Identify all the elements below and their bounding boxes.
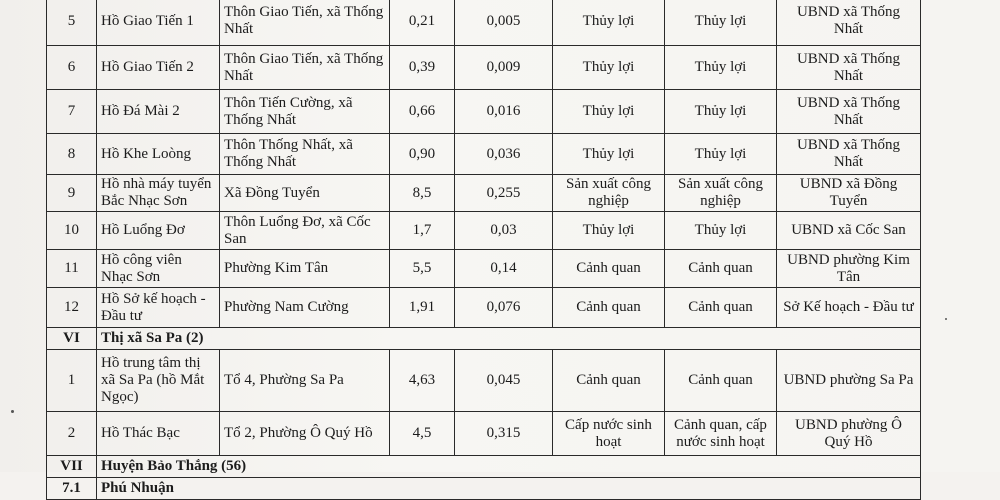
location-cell: Xã Đồng Tuyển [220,175,390,212]
volume-cell: 0,076 [455,288,553,328]
volume-cell: 0,016 [455,90,553,134]
location-cell: Thôn Thống Nhất, xã Thống Nhất [220,134,390,175]
manager-cell: UBND xã Thống Nhất [777,90,921,134]
manager-cell: UBND xã Đồng Tuyển [777,175,921,212]
section-row [47,456,921,478]
section-title: Phú Nhuận [97,478,921,500]
current-use-cell: Thủy lợi [553,212,665,250]
lake-name-cell: Hồ trung tâm thị xã Sa Pa (hồ Mắt Ngọc) [97,350,220,412]
planned-use-cell: Thủy lợi [665,134,777,175]
manager-cell: Sở Kế hoạch - Đầu tư [777,288,921,328]
manager-cell: UBND phường Sa Pa [777,350,921,412]
section-title: Huyện Bảo Thắng (56) [97,456,921,478]
row-number-cell: 7 [47,90,97,134]
location-cell: Thôn Giao Tiến, xã Thống Nhất [220,0,390,46]
section-title: Thị xã Sa Pa (2) [97,328,921,350]
planned-use-cell: Sản xuất công nghiệp [665,175,777,212]
manager-cell: UBND xã Cốc San [777,212,921,250]
table-row [47,288,921,328]
section-row [47,478,921,500]
speck [11,410,14,413]
current-use-cell: Cảnh quan [553,350,665,412]
lake-name-cell: Hồ Thác Bạc [97,412,220,456]
lake-name-cell: Hồ nhà máy tuyển Bắc Nhạc Sơn [97,175,220,212]
planned-use-cell: Cảnh quan [665,350,777,412]
lake-list-table [46,0,921,500]
row-number-cell: 11 [47,250,97,288]
planned-use-cell: Cảnh quan, cấp nước sinh hoạt [665,412,777,456]
manager-cell: UBND xã Thống Nhất [777,134,921,175]
planned-use-cell: Thủy lợi [665,90,777,134]
table-row [47,250,921,288]
volume-cell: 0,315 [455,412,553,456]
lake-name-cell: Hồ Sở kế hoạch - Đầu tư [97,288,220,328]
row-number-cell: 10 [47,212,97,250]
table-row [47,46,921,90]
table-row [47,412,921,456]
section-number: 7.1 [47,478,97,500]
volume-cell: 0,14 [455,250,553,288]
location-cell: Thôn Tiến Cường, xã Thống Nhất [220,90,390,134]
lake-name-cell: Hồ Khe Loòng [97,134,220,175]
row-number-cell: 1 [47,350,97,412]
location-cell: Phường Nam Cường [220,288,390,328]
area-cell: 4,5 [390,412,455,456]
manager-cell: UBND phường Kim Tân [777,250,921,288]
lake-name-cell: Hồ Luổng Đơ [97,212,220,250]
area-cell: 8,5 [390,175,455,212]
area-cell: 0,90 [390,134,455,175]
lake-name-cell: Hồ Đá Mài 2 [97,90,220,134]
table-row [47,90,921,134]
section-number: VI [47,328,97,350]
location-cell: Phường Kim Tân [220,250,390,288]
section-number: VII [47,456,97,478]
area-cell: 1,7 [390,212,455,250]
planned-use-cell: Cảnh quan [665,250,777,288]
manager-cell: UBND phường Ô Quý Hồ [777,412,921,456]
current-use-cell: Thủy lợi [553,134,665,175]
lake-name-cell: Hồ Giao Tiến 1 [97,0,220,46]
current-use-cell: Cảnh quan [553,250,665,288]
table-row [47,350,921,412]
planned-use-cell: Cảnh quan [665,288,777,328]
current-use-cell: Cảnh quan [553,288,665,328]
current-use-cell: Cấp nước sinh hoạt [553,412,665,456]
row-number-cell: 9 [47,175,97,212]
planned-use-cell: Thủy lợi [665,0,777,46]
area-cell: 5,5 [390,250,455,288]
row-number-cell: 5 [47,0,97,46]
area-cell: 1,91 [390,288,455,328]
lake-name-cell: Hồ Giao Tiến 2 [97,46,220,90]
location-cell: Tổ 2, Phường Ô Quý Hồ [220,412,390,456]
volume-cell: 0,045 [455,350,553,412]
lake-name-cell: Hồ công viên Nhạc Sơn [97,250,220,288]
table-row [47,0,921,46]
volume-cell: 0,005 [455,0,553,46]
section-row [47,328,921,350]
table-row [47,175,921,212]
location-cell: Tổ 4, Phường Sa Pa [220,350,390,412]
area-cell: 0,21 [390,0,455,46]
table-row [47,134,921,175]
planned-use-cell: Thủy lợi [665,212,777,250]
area-cell: 0,39 [390,46,455,90]
row-number-cell: 2 [47,412,97,456]
planned-use-cell: Thủy lợi [665,46,777,90]
location-cell: Thôn Giao Tiến, xã Thống Nhất [220,46,390,90]
table-row [47,212,921,250]
area-cell: 4,63 [390,350,455,412]
speck [945,318,947,320]
volume-cell: 0,03 [455,212,553,250]
row-number-cell: 12 [47,288,97,328]
row-number-cell: 6 [47,46,97,90]
area-cell: 0,66 [390,90,455,134]
manager-cell: UBND xã Thống Nhất [777,46,921,90]
current-use-cell: Sản xuất công nghiệp [553,175,665,212]
volume-cell: 0,009 [455,46,553,90]
location-cell: Thôn Luổng Đơ, xã Cốc San [220,212,390,250]
volume-cell: 0,036 [455,134,553,175]
current-use-cell: Thủy lợi [553,90,665,134]
row-number-cell: 8 [47,134,97,175]
current-use-cell: Thủy lợi [553,0,665,46]
manager-cell: UBND xã Thống Nhất [777,0,921,46]
volume-cell: 0,255 [455,175,553,212]
current-use-cell: Thủy lợi [553,46,665,90]
